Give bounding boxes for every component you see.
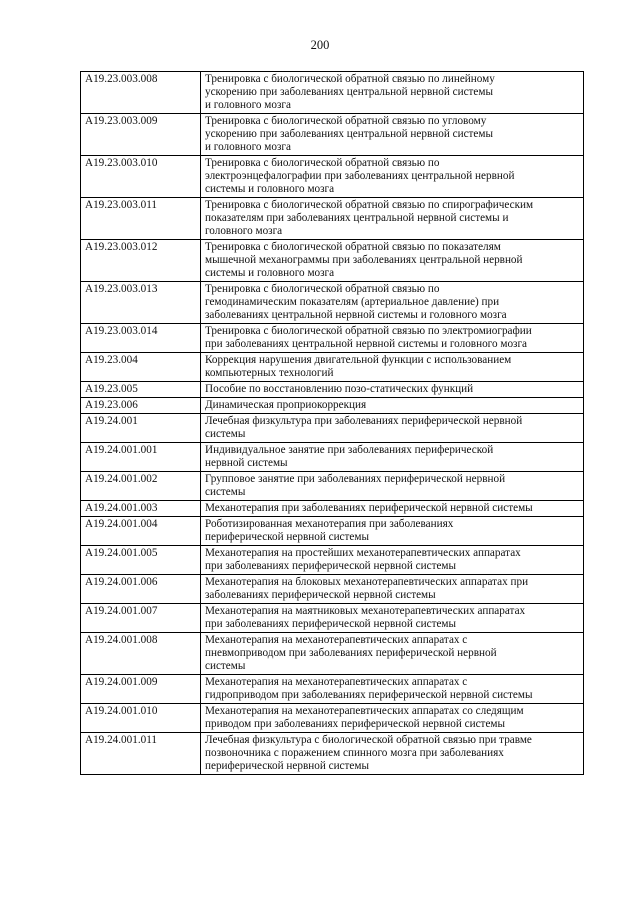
service-code: A19.24.001.003 [81, 501, 201, 517]
table-row [81, 382, 584, 398]
table-row [81, 575, 584, 604]
service-name: Пособие по восстановлению позо-статических функций [201, 382, 584, 398]
service-name: Индивидуальное занятие при заболеваниях периферической нервной системы [201, 443, 584, 472]
table-row [81, 675, 584, 704]
service-name: Механотерапия при заболеваниях периферической нервной системы [201, 501, 584, 517]
service-code: A19.24.001.011 [81, 733, 201, 775]
table-row [81, 398, 584, 414]
service-code: A19.24.001.002 [81, 472, 201, 501]
service-code: A19.24.001.006 [81, 575, 201, 604]
service-name: Механотерапия на механотерапевтических аппаратах с пневмоприводом при заболеваниях периферической нервной системы [201, 633, 584, 675]
table-row [81, 282, 584, 324]
service-name: Тренировка с биологической обратной связью по спирографическим показателям при заболеваниях центральной нервной системы и головного мозга [201, 198, 584, 240]
service-name: Роботизированная механотерапия при заболеваниях периферической нервной системы [201, 517, 584, 546]
service-code: A19.23.005 [81, 382, 201, 398]
table-row [81, 72, 584, 114]
service-code: A19.23.006 [81, 398, 201, 414]
service-code: A19.24.001.005 [81, 546, 201, 575]
service-code: A19.24.001.004 [81, 517, 201, 546]
service-code: A19.23.003.011 [81, 198, 201, 240]
service-name: Механотерапия на блоковых механотерапевтических аппаратах при заболеваниях периферической нервной системы [201, 575, 584, 604]
service-code: A19.24.001.009 [81, 675, 201, 704]
service-name: Тренировка с биологической обратной связью по линейному ускорению при заболеваниях центральной нервной системы и головного мозга [201, 72, 584, 114]
services-table [80, 71, 584, 775]
table-row [81, 604, 584, 633]
service-code: A19.23.003.014 [81, 324, 201, 353]
service-name: Тренировка с биологической обратной связью по электроэнцефалографии при заболеваниях центральной нервной системы и головного мозга [201, 156, 584, 198]
service-code: A19.23.003.008 [81, 72, 201, 114]
service-code: A19.24.001.008 [81, 633, 201, 675]
service-code: A19.23.003.010 [81, 156, 201, 198]
service-code: A19.23.003.012 [81, 240, 201, 282]
table-row [81, 443, 584, 472]
service-name: Механотерапия на механотерапевтических аппаратах с гидроприводом при заболеваниях периферической нервной системы [201, 675, 584, 704]
service-code: A19.24.001.007 [81, 604, 201, 633]
table-row [81, 633, 584, 675]
service-code: A19.24.001.010 [81, 704, 201, 733]
services-table-body [81, 72, 584, 775]
table-row [81, 733, 584, 775]
service-name: Механотерапия на маятниковых механотерапевтических аппаратах при заболеваниях периферической нервной системы [201, 604, 584, 633]
service-name: Тренировка с биологической обратной связью по электромиографии при заболеваниях центральной нервной системы и головного мозга [201, 324, 584, 353]
table-row [81, 114, 584, 156]
service-name: Динамическая проприокоррекция [201, 398, 584, 414]
service-code: A19.23.004 [81, 353, 201, 382]
service-code: A19.23.003.009 [81, 114, 201, 156]
service-code: A19.23.003.013 [81, 282, 201, 324]
table-row [81, 353, 584, 382]
table-row [81, 546, 584, 575]
service-name: Тренировка с биологической обратной связью по угловому ускорению при заболеваниях центральной нервной системы и головного мозга [201, 114, 584, 156]
table-row [81, 414, 584, 443]
table-row [81, 501, 584, 517]
table-row [81, 704, 584, 733]
table-row [81, 240, 584, 282]
table-row [81, 472, 584, 501]
service-name: Лечебная физкультура с биологической обратной связью при травме позвоночника с поражением спинного мозга при заболеваниях периферической нервной системы [201, 733, 584, 775]
service-name: Групповое занятие при заболеваниях периферической нервной системы [201, 472, 584, 501]
service-code: A19.24.001.001 [81, 443, 201, 472]
service-code: A19.24.001 [81, 414, 201, 443]
service-name: Тренировка с биологической обратной связью по гемодинамическим показателям (артериальное давление) при заболеваниях центральной нервной системы и головного мозга [201, 282, 584, 324]
service-name: Лечебная физкультура при заболеваниях периферической нервной системы [201, 414, 584, 443]
service-name: Коррекция нарушения двигательной функции с использованием компьютерных технологий [201, 353, 584, 382]
table-row [81, 517, 584, 546]
service-name: Механотерапия на простейших механотерапевтических аппаратах при заболеваниях периферической нервной системы [201, 546, 584, 575]
service-name: Механотерапия на механотерапевтических аппаратах со следящим приводом при заболеваниях периферической нервной системы [201, 704, 584, 733]
table-row [81, 324, 584, 353]
table-row [81, 198, 584, 240]
page-number: 200 [310, 38, 330, 52]
table-row [81, 156, 584, 198]
service-name: Тренировка с биологической обратной связью по показателям мышечной механограммы при заболеваниях центральной нервной системы и головного мозга [201, 240, 584, 282]
